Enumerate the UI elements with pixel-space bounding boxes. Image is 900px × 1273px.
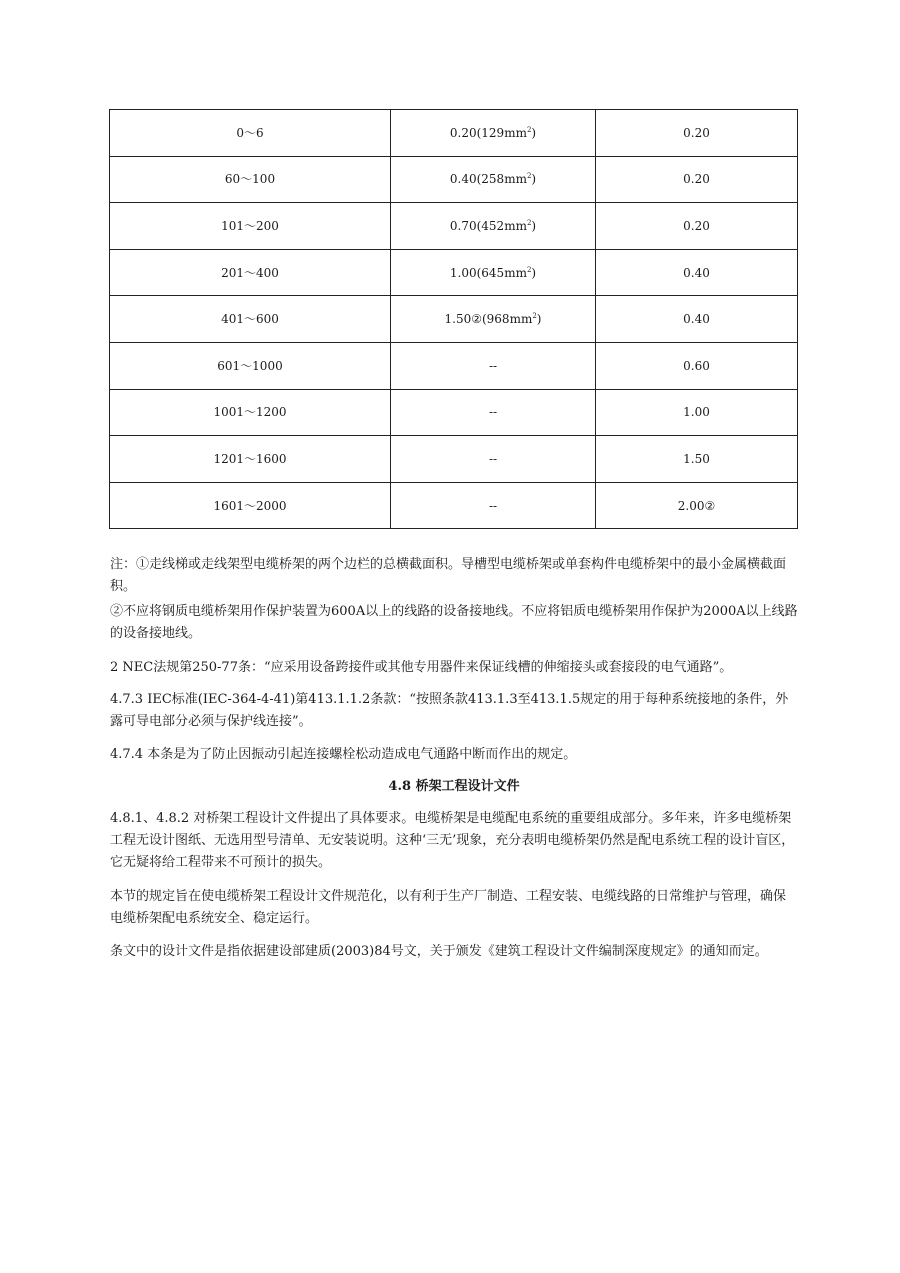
table-row <box>110 110 798 157</box>
cell-cross-section <box>391 156 596 203</box>
cell-aluminum-section: 0.20 <box>596 156 798 203</box>
paragraph-4-8-1: 4.8.1、4.8.2 对桥架工程设计文件提出了具体要求。电缆桥架是电缆配电系统的重要组成部分。多年来，许多电缆桥架工程无设计图纸、无选用型号清单、无安装说明。这种‘三无’现象，充分表明电缆桥架仍然是配电系统工程的设计盲区，它无疑将给工程带来不可预计的损失。 <box>110 811 795 870</box>
cross-section-value: 0.70(452mm <box>449 218 527 233</box>
paragraph-4-7-4: 4.7.4 本条是为了防止因振动引起连接螺栓松动造成电气通路中断而作出的规定。 <box>110 747 577 762</box>
cell-cross-section <box>391 482 596 529</box>
cell-current-range: 101～200 <box>110 203 391 250</box>
cell-cross-section <box>391 203 596 250</box>
cell-aluminum-section: 0.20 <box>596 203 798 250</box>
cross-section-close: ) <box>531 265 537 280</box>
cell-cross-section <box>391 110 596 157</box>
cell-cross-section <box>391 296 596 343</box>
table-row <box>110 156 798 203</box>
unit-superscript: 2 <box>526 265 532 274</box>
cell-current-range: 1001～1200 <box>110 389 391 436</box>
cross-section-close: ) <box>536 312 542 327</box>
cell-cross-section <box>391 342 596 389</box>
spec-table-body <box>110 110 798 529</box>
unit-superscript: 2 <box>532 312 537 321</box>
cross-section-close: ) <box>531 218 537 233</box>
cell-aluminum-section: 2.00② <box>596 482 798 529</box>
unit-superscript: 2 <box>526 172 532 181</box>
cell-aluminum-section: 1.50 <box>596 436 798 483</box>
cell-current-range: 401～600 <box>110 296 391 343</box>
spec-table <box>109 109 798 529</box>
table-row <box>110 249 798 296</box>
cell-current-range: 1201～1600 <box>110 436 391 483</box>
note-1: 注：①走线梯或走线架型电缆桥架的两个边栏的总横截面积。导槽型电缆桥架或单套构件电缆桥架中的最小金属横截面积。 <box>110 557 787 594</box>
table-row <box>110 482 798 529</box>
paragraph-design-doc: 条文中的设计文件是指依据建设部建质(2003)84号文，关于颁发《建筑工程设计文件编制深度规定》的通知而定。 <box>110 944 768 959</box>
cell-current-range: 60～100 <box>110 156 391 203</box>
cell-aluminum-section: 0.40 <box>596 249 798 296</box>
cross-section-value: -- <box>488 405 498 420</box>
cross-section-value: -- <box>488 451 498 466</box>
unit-superscript: 2 <box>526 125 532 134</box>
cell-current-range: 601～1000 <box>110 342 391 389</box>
cross-section-value: -- <box>488 498 498 513</box>
cross-section-close: ) <box>531 172 537 187</box>
cell-aluminum-section: 0.60 <box>596 342 798 389</box>
section-heading-4-8: 4.8 桥架工程设计文件 <box>388 779 520 794</box>
cross-section-value: -- <box>488 358 498 373</box>
cell-current-range: 201～400 <box>110 249 391 296</box>
table-row <box>110 389 798 436</box>
cell-aluminum-section: 0.20 <box>596 110 798 157</box>
paragraph-4-7-3: 4.7.3 IEC标准(IEC-364-4-41)第413.1.1.2条款：“按照条款413.1.3至413.1.5规定的用于每种系统接地的条件，外露可导电部分必须与保护线连接”。 <box>110 692 789 729</box>
cell-aluminum-section: 1.00 <box>596 389 798 436</box>
cell-current-range: 1601～2000 <box>110 482 391 529</box>
cell-current-range: 0～6 <box>110 110 391 157</box>
cell-aluminum-section: 0.40 <box>596 296 798 343</box>
table-row <box>110 342 798 389</box>
paragraph-purpose: 本节的规定旨在使电缆桥架工程设计文件规范化，以有利于生产厂制造、工程安装、电缆线路的日常维护与管理，确保电缆桥架配电系统安全、稳定运行。 <box>110 889 787 926</box>
cross-section-value: 0.20(129mm <box>449 125 527 140</box>
cross-section-value: 0.40(258mm <box>449 172 527 187</box>
unit-superscript: 2 <box>526 218 532 227</box>
table-row <box>110 296 798 343</box>
table-row <box>110 436 798 483</box>
cell-cross-section <box>391 436 596 483</box>
cell-cross-section <box>391 249 596 296</box>
cross-section-close: ) <box>531 125 537 140</box>
cell-cross-section <box>391 389 596 436</box>
table-row <box>110 203 798 250</box>
cross-section-value: 1.00(645mm <box>449 265 527 280</box>
paragraph-nec: 2 NEC法规第250-77条：“应采用设备跨接件或其他专用器件来保证线槽的伸缩接头或套接段的电气通路”。 <box>110 660 733 675</box>
cross-section-value: 1.50②(968mm <box>444 312 533 327</box>
note-2: ②不应将钢质电缆桥架用作保护装置为600A以上的线路的设备接地线。不应将铝质电缆桥架用作保护为2000A以上线路的设备接地线。 <box>110 604 798 641</box>
